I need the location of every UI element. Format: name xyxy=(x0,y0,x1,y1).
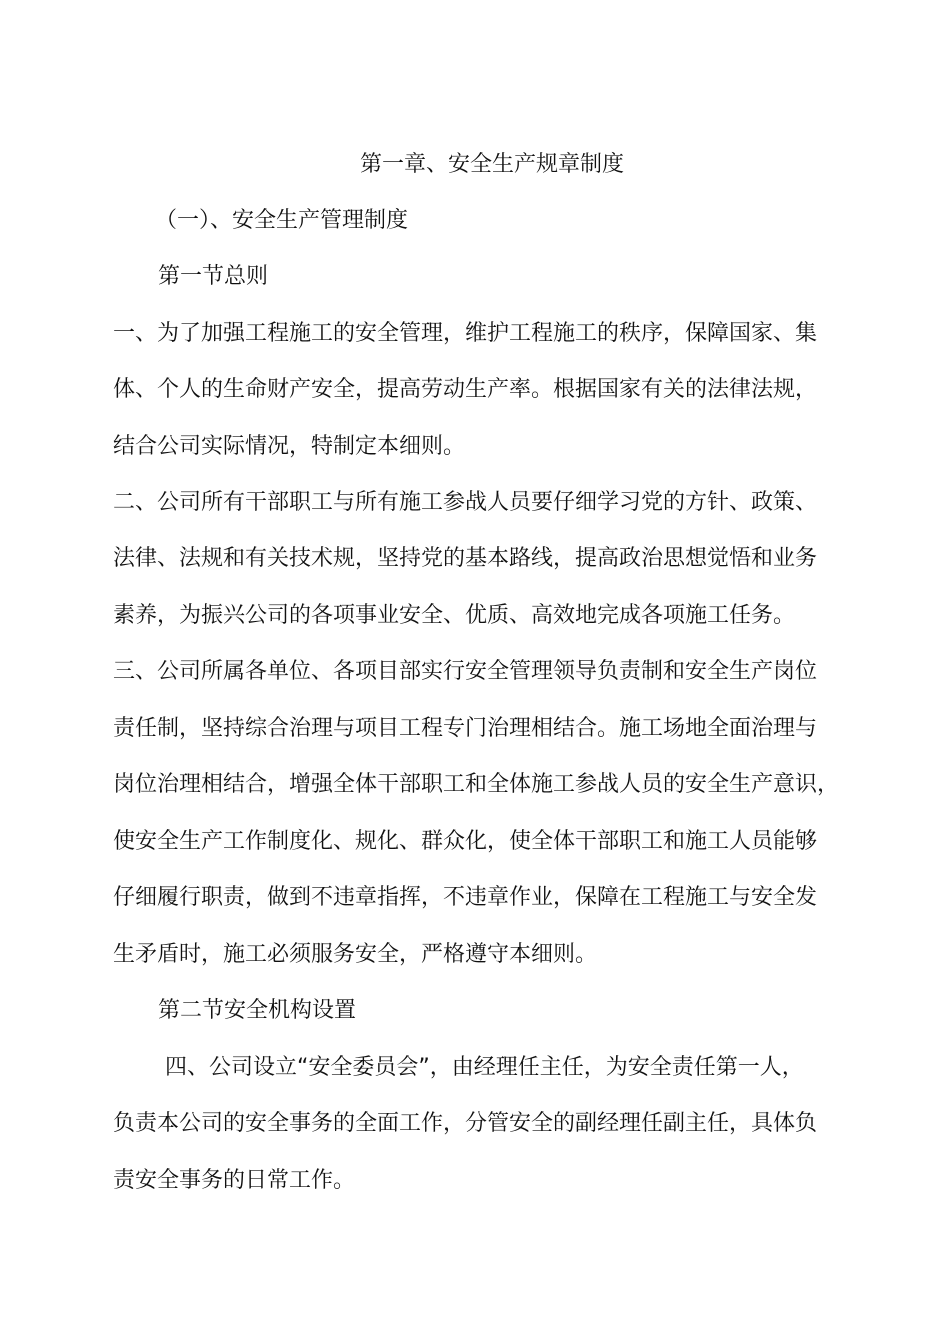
paragraph-line: 体、个人的生命财产安全，提高劳动生产率。根据国家有关的法律法规， xyxy=(113,377,818,402)
paragraph-line: 负责本公司的安全事务的全面工作，分管安全的副经理任副主任，具体负 xyxy=(113,1111,818,1136)
paragraph-line: 一、为了加强工程施工的安全管理，维护工程施工的秩序，保障国家、集 xyxy=(113,321,818,346)
paragraph-line: 仔细履行职责，做到不违章指挥，不违章作业，保障在工程施工与安全发 xyxy=(113,885,818,910)
paragraph-line: 三、公司所属各单位、各项目部实行安全管理领导负责制和安全生产岗位 xyxy=(113,659,818,684)
chapter-title: 第一章、安全生产规章制度 xyxy=(359,152,624,177)
section-heading-safety-organization: 第二节安全机构设置 xyxy=(158,998,357,1023)
paragraph-line: 素养，为振兴公司的各项事业安全、优质、高效地完成各项施工任务。 xyxy=(113,603,796,628)
paragraph-line: 岗位治理相结合，增强全体干部职工和全体施工参战人员的安全生产意识， xyxy=(113,772,840,797)
paragraph-line: 四、公司设立“安全委员会”，由经理任主任，为安全责任第一人， xyxy=(165,1055,804,1080)
paragraph-line: 责安全事务的日常工作。 xyxy=(113,1168,356,1193)
paragraph-line: 责任制，坚持综合治理与项目工程专门治理相结合。施工场地全面治理与 xyxy=(113,716,818,741)
paragraph-line: 使安全生产工作制度化、规化、群众化，使全体干部职工和施工人员能够 xyxy=(113,829,818,854)
section-title: （一）、安全生产管理制度 xyxy=(155,208,409,233)
paragraph-line: 生矛盾时，施工必须服务安全，严格遵守本细则。 xyxy=(113,942,598,967)
paragraph-line: 结合公司实际情况，特制定本细则。 xyxy=(113,434,466,459)
section-heading-general: 第一节总则 xyxy=(158,264,269,289)
paragraph-line: 法律、法规和有关技术规，坚持党的基本路线，提高政治思想觉悟和业务 xyxy=(113,546,818,571)
paragraph-line: 二、公司所有干部职工与所有施工参战人员要仔细学习党的方针、政策、 xyxy=(113,490,818,515)
